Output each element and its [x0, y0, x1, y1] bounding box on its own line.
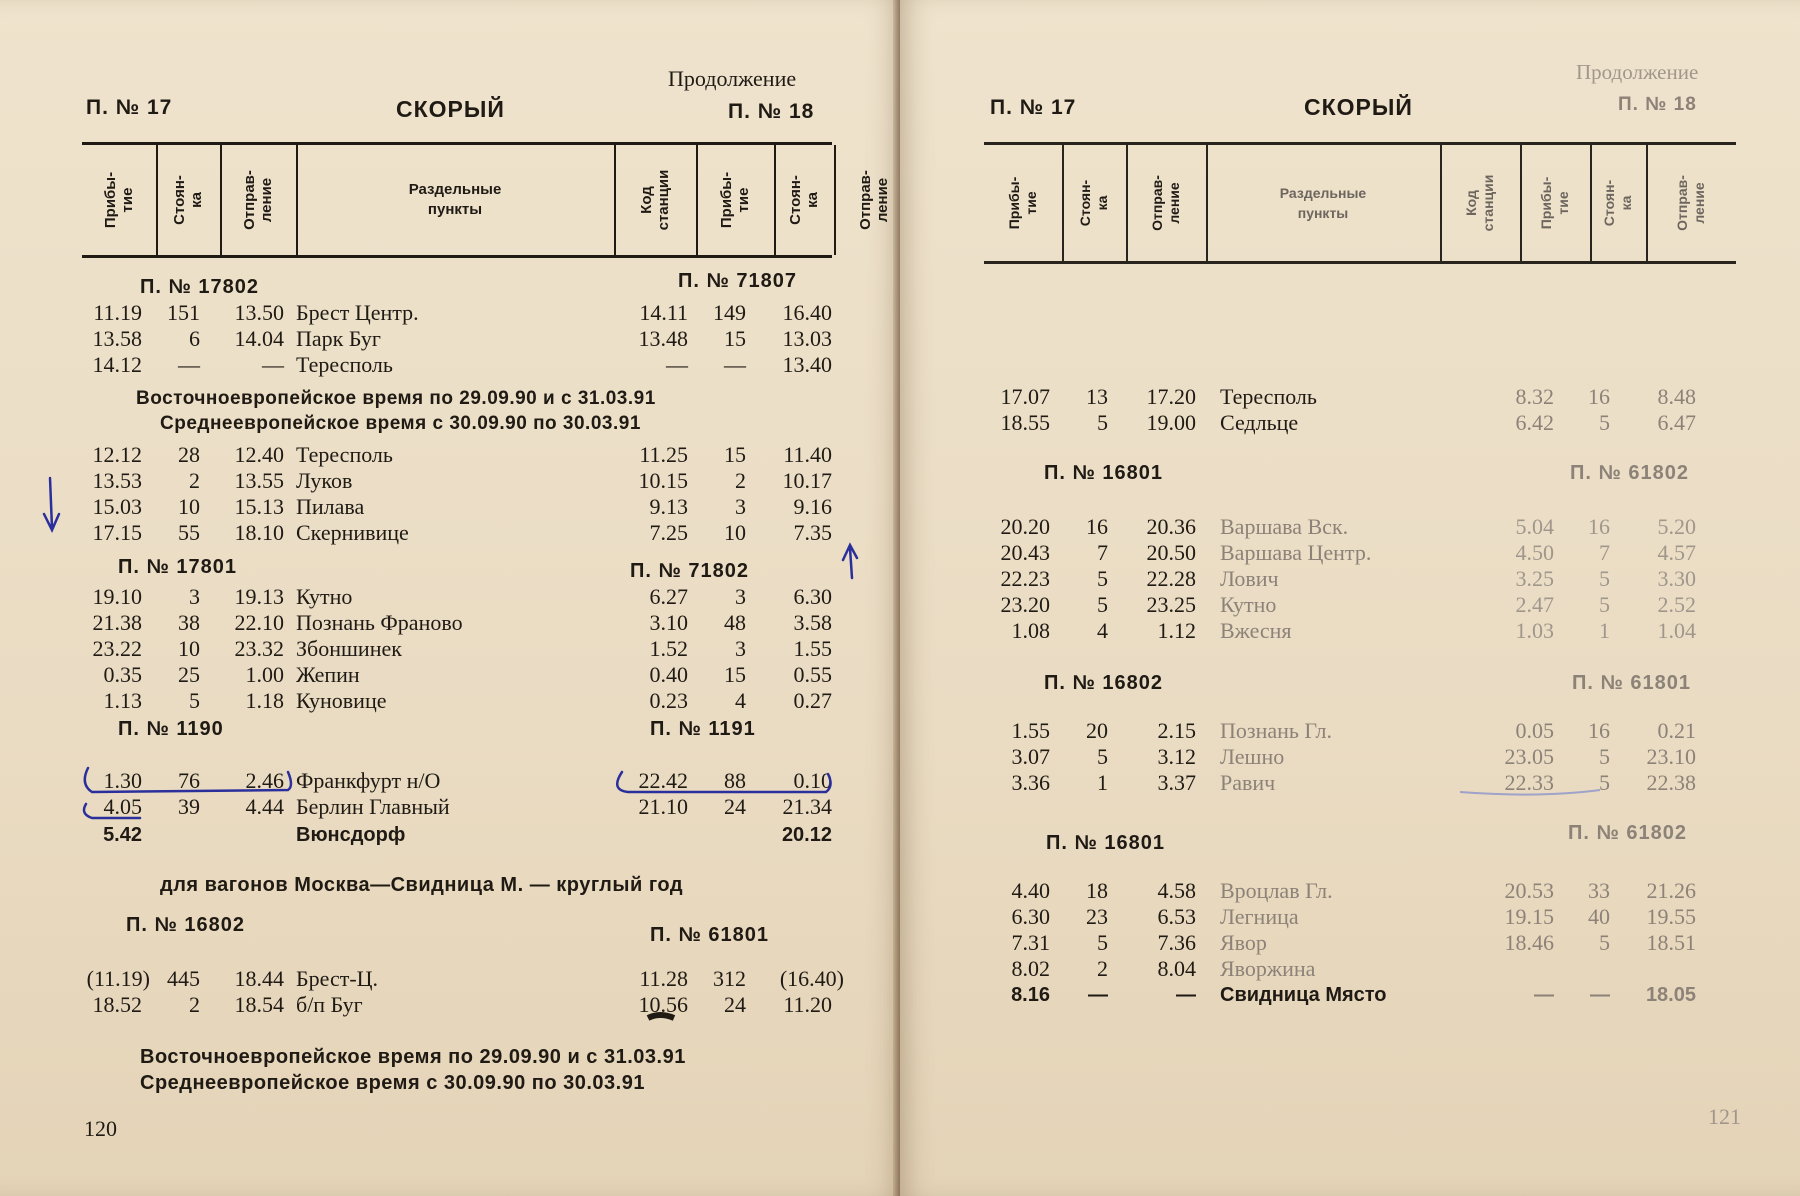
- train-label: П. № 71802: [630, 560, 749, 582]
- header-points: Раздельные пункты: [1279, 185, 1367, 221]
- header-stop-return: Стоян- ка: [787, 175, 821, 225]
- train-label: П. № 61802: [1570, 462, 1689, 484]
- train-label: П. № 16801: [1046, 832, 1165, 854]
- train-label: П. № 71807: [678, 270, 797, 292]
- header-arrival: Прибы- тие: [102, 171, 136, 229]
- header-arrival-return: Прибы- тие: [1538, 176, 1571, 230]
- header-code: Код станции: [638, 169, 672, 231]
- header-stop-return: Стоян- ка: [1601, 179, 1634, 227]
- page-number: 120: [84, 1116, 117, 1141]
- left-page: Продолжение П. № 17 СКОРЫЙ П. № 18 Прибы- тие Стоян- ка Отправ- ление Раздельные пункты Код станции Прибы- тие Стоян- ка Отправ- ление П. № 17802 П. № 71807 11.19 151 13.50 Брест Центр. 14.11 149 16.40 13.58 6 14.04 Парк Буг 13.48 15 13.03 14.12 — — Тересполь — — 13.40 Восточноевропейское время по 29.09.90 и с 31.03.91 Среднеевропейское время с 30.09.90 по 30.03.91 12.12 28 12.40 Тересполь 11.25 15 11.40 13.53 2 13.55 Луков 10.15 2 10.17 15.03 10 15.13 Пилава 9.13 3 9.16 17.15 55 18.10 Скернивице 7.25 10 7.35 П. № 17801 П. № 71802 19.10 3 19.13 Кутно 6.27 3 6.30 21.38 38 22.10 Познань Франово 3.10 48 3.58 23.22 10 23.32 Збоншинек 1.52 3 1.55 0.35 25 1.00 Жепин 0.40 15 0.55 1.13 5 1.18 Куновице 0.23 4 0.27 П. № 1190 П. № 1191 1.30 76 2.46 Франкфурт н/О 22.42 88 0.10 4.05 39 4.44 Берлин Главный 21.10 24 21.34 5.42 Вюнсдорф 20.12 для вагонов Москва—Свидница М. — круглый год П. № 16802 П. № 61801 (11.19) 445 18.44 Брест-Ц. 11.28 312 (16.40) 18.52 2 18.54 б/п Буг 10.56 24 11.20 Восточноевропейское время по 29.09.90 и с 31.03.91 Среднеевропейское время с 30.09.90 по 30.03.91 120: [0, 0, 900, 1196]
- continuation-label: Продолжение: [668, 66, 797, 91]
- train-label: П. № 1191: [650, 718, 756, 740]
- train-label: П. № 61801: [650, 924, 769, 946]
- ink-smudge: [648, 1015, 674, 1018]
- header-departure: Отправ- ление: [1149, 175, 1182, 231]
- up-arrow-mark: [843, 545, 857, 578]
- train-label: П. № 61801: [1572, 672, 1691, 694]
- header-departure-return: Отправ- ление: [1674, 175, 1707, 231]
- time-zone-note: Среднеевропейское время с 30.09.90 по 30.03.91: [140, 1072, 645, 1094]
- train-number-left: П. № 17: [990, 96, 1077, 119]
- train-label: П. № 17801: [118, 556, 237, 578]
- train-label: П. № 1190: [118, 718, 224, 740]
- time-zone-note: Восточноевропейское время по 29.09.90 и с 31.03.91: [140, 1046, 686, 1068]
- train-label: П. № 61802: [1568, 822, 1687, 844]
- handwritten-marks: [900, 0, 1800, 1196]
- train-label: П. № 16801: [1044, 462, 1163, 484]
- header-stop: Стоян- ка: [171, 175, 205, 225]
- faint-pen-mark: [1460, 790, 1600, 795]
- header-code: Код станции: [1463, 174, 1496, 232]
- right-page: Продолжение П. № 17 СКОРЫЙ П. № 18 Прибы- тие Стоян- ка Отправ- ление Раздельные пункты Код станции Прибы- тие Стоян- ка Отправ- ление 17.07 13 17.20 Тересполь 8.32 16 8.48 18.55 5 19.00 Седльце 6.42 5 6.47 П. № 16801 П. № 61802 20.20 16 20.36 Варшава Вск. 5.04 16 5.20 20.43 7 20.50 Варшава Центр. 4.50 7 4.57 22.23 5 22.28 Лович 3.25 5 3.30 23.20 5 23.25 Кутно 2.47 5 2.52 1.08 4 1.12 Вжесня 1.03 1 1.04 П. № 16802 П. № 61801 1.55 20 2.15 Познань Гл. 0.05 16 0.21 3.07 5 3.12 Лешно 23.05 5 23.10 3.36 1 3.37 Равич 22.33 5 22.38 П. № 16801 П. № 61802 4.40 18 4.58 Вроцлав Гл. 20.53 33 21.26 6.30 23 6.53 Легница 19.15 40 19.55 7.31 5 7.36 Явор 18.46 5 18.51 8.02 2 8.04 Яворжина 8.16 — — Свидница Място — — 18.05 121: [900, 0, 1800, 1196]
- service-note: для вагонов Москва—Свидница М. — круглый год: [160, 874, 684, 896]
- train-label: П. № 16802: [126, 914, 245, 936]
- time-zone-note: Среднеевропейское время с 30.09.90 по 30.03.91: [160, 413, 641, 434]
- train-label: П. № 16802: [1044, 672, 1163, 694]
- underline-mark: [84, 804, 140, 818]
- header-arrival-return: Прибы- тие: [718, 171, 752, 229]
- train-number-right: П. № 18: [728, 100, 815, 123]
- train-number-left: П. № 17: [86, 96, 173, 119]
- train-category: СКОРЫЙ: [396, 96, 505, 122]
- header-departure-return: Отправ- ление: [857, 170, 891, 230]
- train-category: СКОРЫЙ: [1304, 94, 1413, 120]
- train-label: П. № 17802: [140, 276, 259, 298]
- continuation-label: Продолжение: [1576, 60, 1699, 84]
- header-arrival: Прибы- тие: [1006, 176, 1039, 230]
- down-arrow-mark: [44, 478, 59, 530]
- page-number: 121: [1708, 1104, 1741, 1129]
- time-zone-note: Восточноевропейское время по 29.09.90 и с 31.03.91: [136, 388, 656, 409]
- train-number-right: П. № 18: [1618, 94, 1697, 115]
- underline-mark: [85, 768, 291, 792]
- underline-mark: [617, 772, 830, 792]
- header-points: Раздельные пункты: [408, 181, 502, 218]
- header-departure: Отправ- ление: [241, 170, 275, 230]
- header-stop: Стоян- ка: [1077, 179, 1110, 227]
